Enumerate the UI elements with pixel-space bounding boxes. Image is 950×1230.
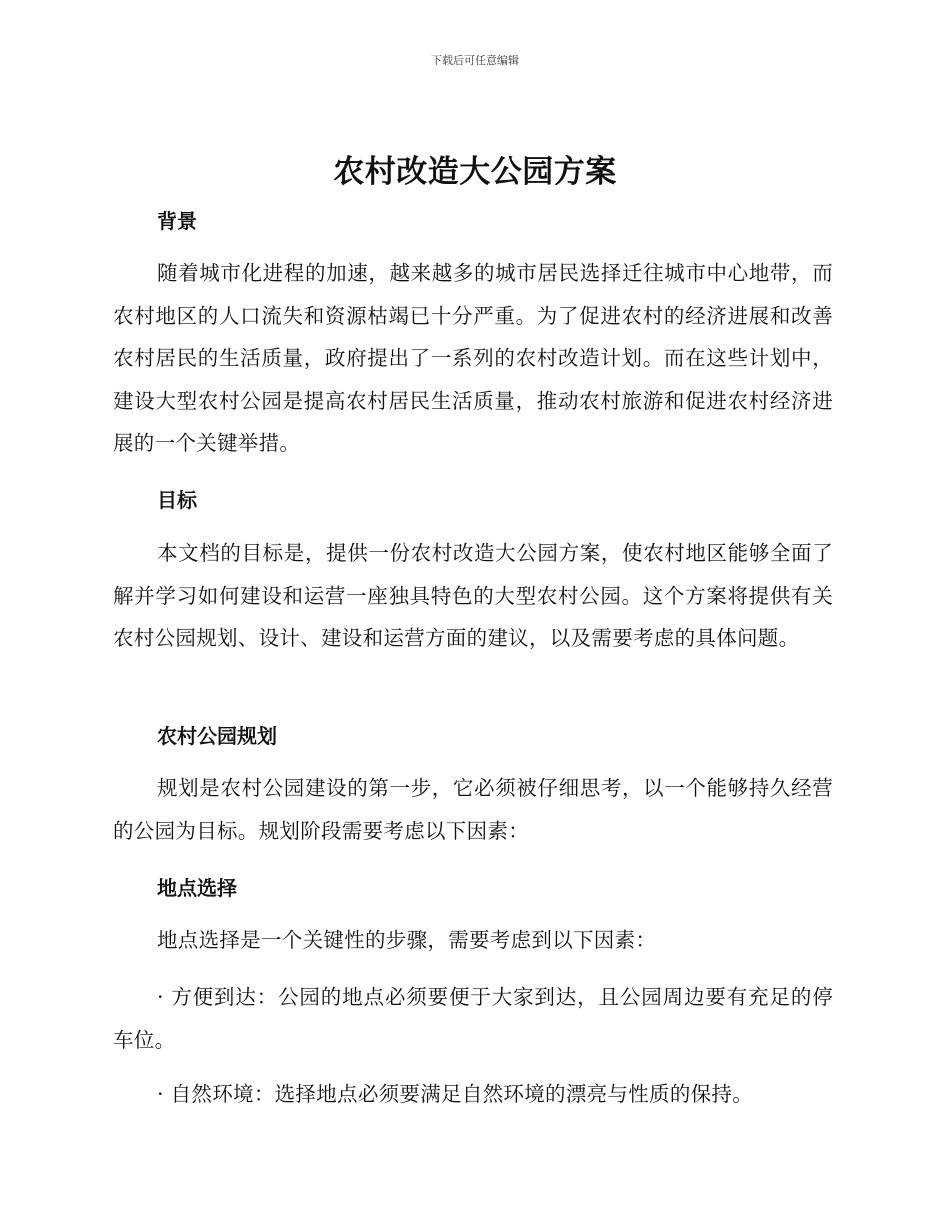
paragraph-goal: 本文档的目标是，提供一份农村改造大公园方案，使农村地区能够全面了解并学习如何建设和运营一座独具特色的大型农村公园。这个方案将提供有关农村公园规划、设计、建设和运营方面的建议，以及需要考虑的具体问题。	[113, 541, 833, 650]
paragraph-planning: 规划是农村公园建设的第一步，它必须被仔细思考，以一个能够持久经营的公园为目标。规划阶段需要考虑以下因素：	[113, 776, 833, 843]
bullet-item-environment: · 自然环境：选择地点必须要满足自然环境的漂亮与性质的保持。	[157, 1082, 754, 1106]
section-heading-background: 背景	[157, 209, 197, 233]
document-title: 农村改造大公园方案	[333, 154, 617, 190]
bullet-item-access: · 方便到达：公园的地点必须要便于大家到达，且公园周边要有充足的停车位。	[113, 985, 833, 1052]
page-header: 下载后可任意编辑	[431, 54, 519, 67]
section-heading-site-selection: 地点选择	[157, 876, 237, 900]
section-heading-goal: 目标	[157, 488, 197, 512]
paragraph-site-selection: 地点选择是一个关键性的步骤，需要考虑到以下因素：	[157, 928, 657, 952]
section-heading-planning: 农村公园规划	[157, 724, 277, 748]
paragraph-background: 随着城市化进程的加速，越来越多的城市居民选择迁往城市中心地带，而农村地区的人口流失和资源枯竭已十分严重。为了促进农村的经济进展和改善农村居民的生活质量，政府提出了一系列的农村改造计划。而在这些计划中，建设大型农村公园是提高农村居民生活质量，推动农村旅游和促进农村经济进展的一个关键举措。	[113, 261, 833, 455]
